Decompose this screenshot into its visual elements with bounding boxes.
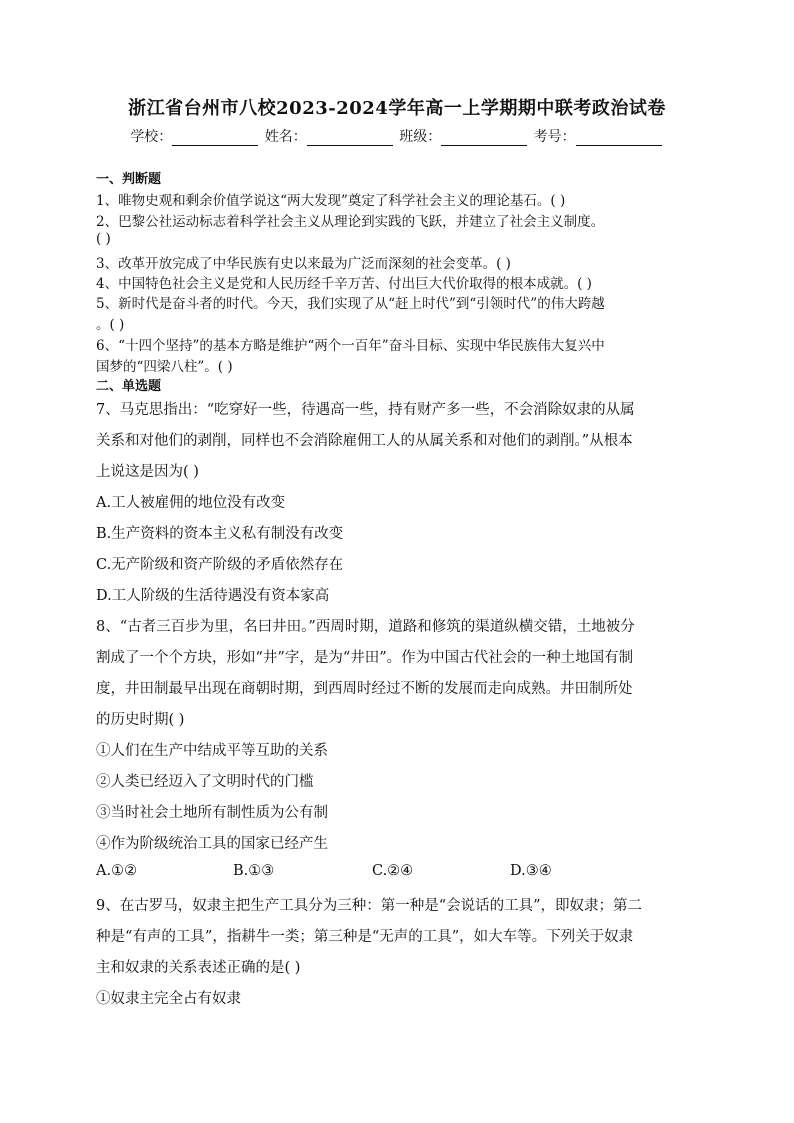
judgement-line: 6、“十四个坚持”的基本方略是维护“两个一百年”奋斗目标、实现中华民族伟大复兴中 bbox=[96, 338, 605, 354]
question-7-option[interactable]: B.生产资料的资本主义私有制没有改变 bbox=[96, 526, 344, 542]
name-label: 姓名： bbox=[264, 129, 307, 145]
question-9-item: ①奴隶主完全占有奴隶 bbox=[96, 991, 241, 1007]
class-label: 班级： bbox=[399, 129, 442, 145]
section-heading-judgement: 一、判断题 bbox=[96, 172, 162, 187]
school-blank[interactable] bbox=[172, 131, 258, 146]
question-8-item: ①人们在生产中结成平等互助的关系 bbox=[96, 743, 328, 759]
question-7-option[interactable]: D.工人阶级的生活待遇没有资本家高 bbox=[96, 588, 330, 604]
question-8-choice-a[interactable]: A.①② bbox=[96, 863, 138, 879]
question-7-option[interactable]: C.无产阶级和资产阶级的矛盾依然存在 bbox=[96, 557, 344, 573]
question-9-line: 9、在古罗马，奴隶主把生产工具分为三种：第一种是“会说话的工具”，即奴隶；第二 bbox=[96, 898, 643, 914]
question-8-line: 的历史时期( ) bbox=[96, 712, 185, 728]
name-blank[interactable] bbox=[307, 131, 393, 146]
school-label: 学校： bbox=[130, 129, 173, 145]
question-7-line: 7、马克思指出：“吃穿好一些，待遇高一些，持有财产多一些，不会消除奴隶的从属 bbox=[96, 402, 635, 418]
class-blank[interactable] bbox=[441, 131, 527, 146]
question-9-line: 主和奴隶的关系表述正确的是( ) bbox=[96, 960, 301, 976]
question-7-line: 上说这是因为( ) bbox=[96, 464, 199, 480]
judgement-line: 2、巴黎公社运动标志着科学社会主义从理论到实践的飞跃，并建立了社会主义制度。 bbox=[96, 214, 605, 230]
section-heading-single-choice: 二、单选题 bbox=[96, 379, 162, 394]
question-8-choice-d[interactable]: D.③④ bbox=[510, 863, 552, 879]
exam-number-label: 考号： bbox=[533, 129, 576, 145]
question-7-line: 关系和对他们的剥削，同样也不会消除雇佣工人的从属关系和对他们的剥削。”从根本 bbox=[96, 433, 633, 449]
judgement-line: 5、新时代是奋斗者的时代。今天，我们实现了从“赶上时代”到“引领时代”的伟大跨越 bbox=[96, 296, 605, 312]
judgement-line: 。( ) bbox=[96, 317, 125, 333]
page-title: 浙江省台州市八校2023-2024学年高一上学期期中联考政治试卷 bbox=[128, 98, 666, 119]
question-8-item: ④作为阶级统治工具的国家已经产生 bbox=[96, 836, 328, 852]
question-8-item: ②人类已经迈入了文明时代的门槛 bbox=[96, 774, 314, 790]
question-8-line: 割成了一个个方块，形如“井”字，是为“井田”。作为中国古代社会的一种土地国有制 bbox=[96, 650, 634, 666]
judgement-line: 3、改革开放完成了中华民族有史以来最为广泛而深刻的社会变革。( ) bbox=[96, 256, 511, 272]
question-8-line: 度，井田制最早出现在商朝时期，到西周时经过不断的发展而走向成熟。井田制所处 bbox=[96, 681, 633, 697]
question-7-option[interactable]: A.工人被雇佣的地位没有改变 bbox=[96, 495, 286, 511]
judgement-line: ( ) bbox=[96, 231, 111, 247]
question-9-line: 种是“有声的工具”，指耕牛一类；第三种是“无声的工具”，如大车等。下列关于奴隶 bbox=[96, 929, 634, 945]
judgement-line: 国梦的“四梁八柱”。( ) bbox=[96, 359, 233, 375]
exam-number-blank[interactable] bbox=[576, 131, 662, 146]
question-8-choice-c[interactable]: C.②④ bbox=[372, 863, 414, 879]
judgement-line: 1、唯物史观和剩余价值学说这“两大发现”奠定了科学社会主义的理论基石。( ) bbox=[96, 193, 566, 209]
student-info-line bbox=[0, 126, 794, 146]
question-8-line: 8、“古者三百步为里，名曰井田。”西周时期，道路和修筑的渠道纵横交错，土地被分 bbox=[96, 619, 635, 635]
question-8-item: ③当时社会土地所有制性质为公有制 bbox=[96, 805, 328, 821]
question-8-choice-b[interactable]: B.①③ bbox=[233, 863, 275, 879]
judgement-line: 4、中国特色社会主义是党和人民历经千辛万苦、付出巨大代价取得的根本成就。( ) bbox=[96, 276, 592, 292]
